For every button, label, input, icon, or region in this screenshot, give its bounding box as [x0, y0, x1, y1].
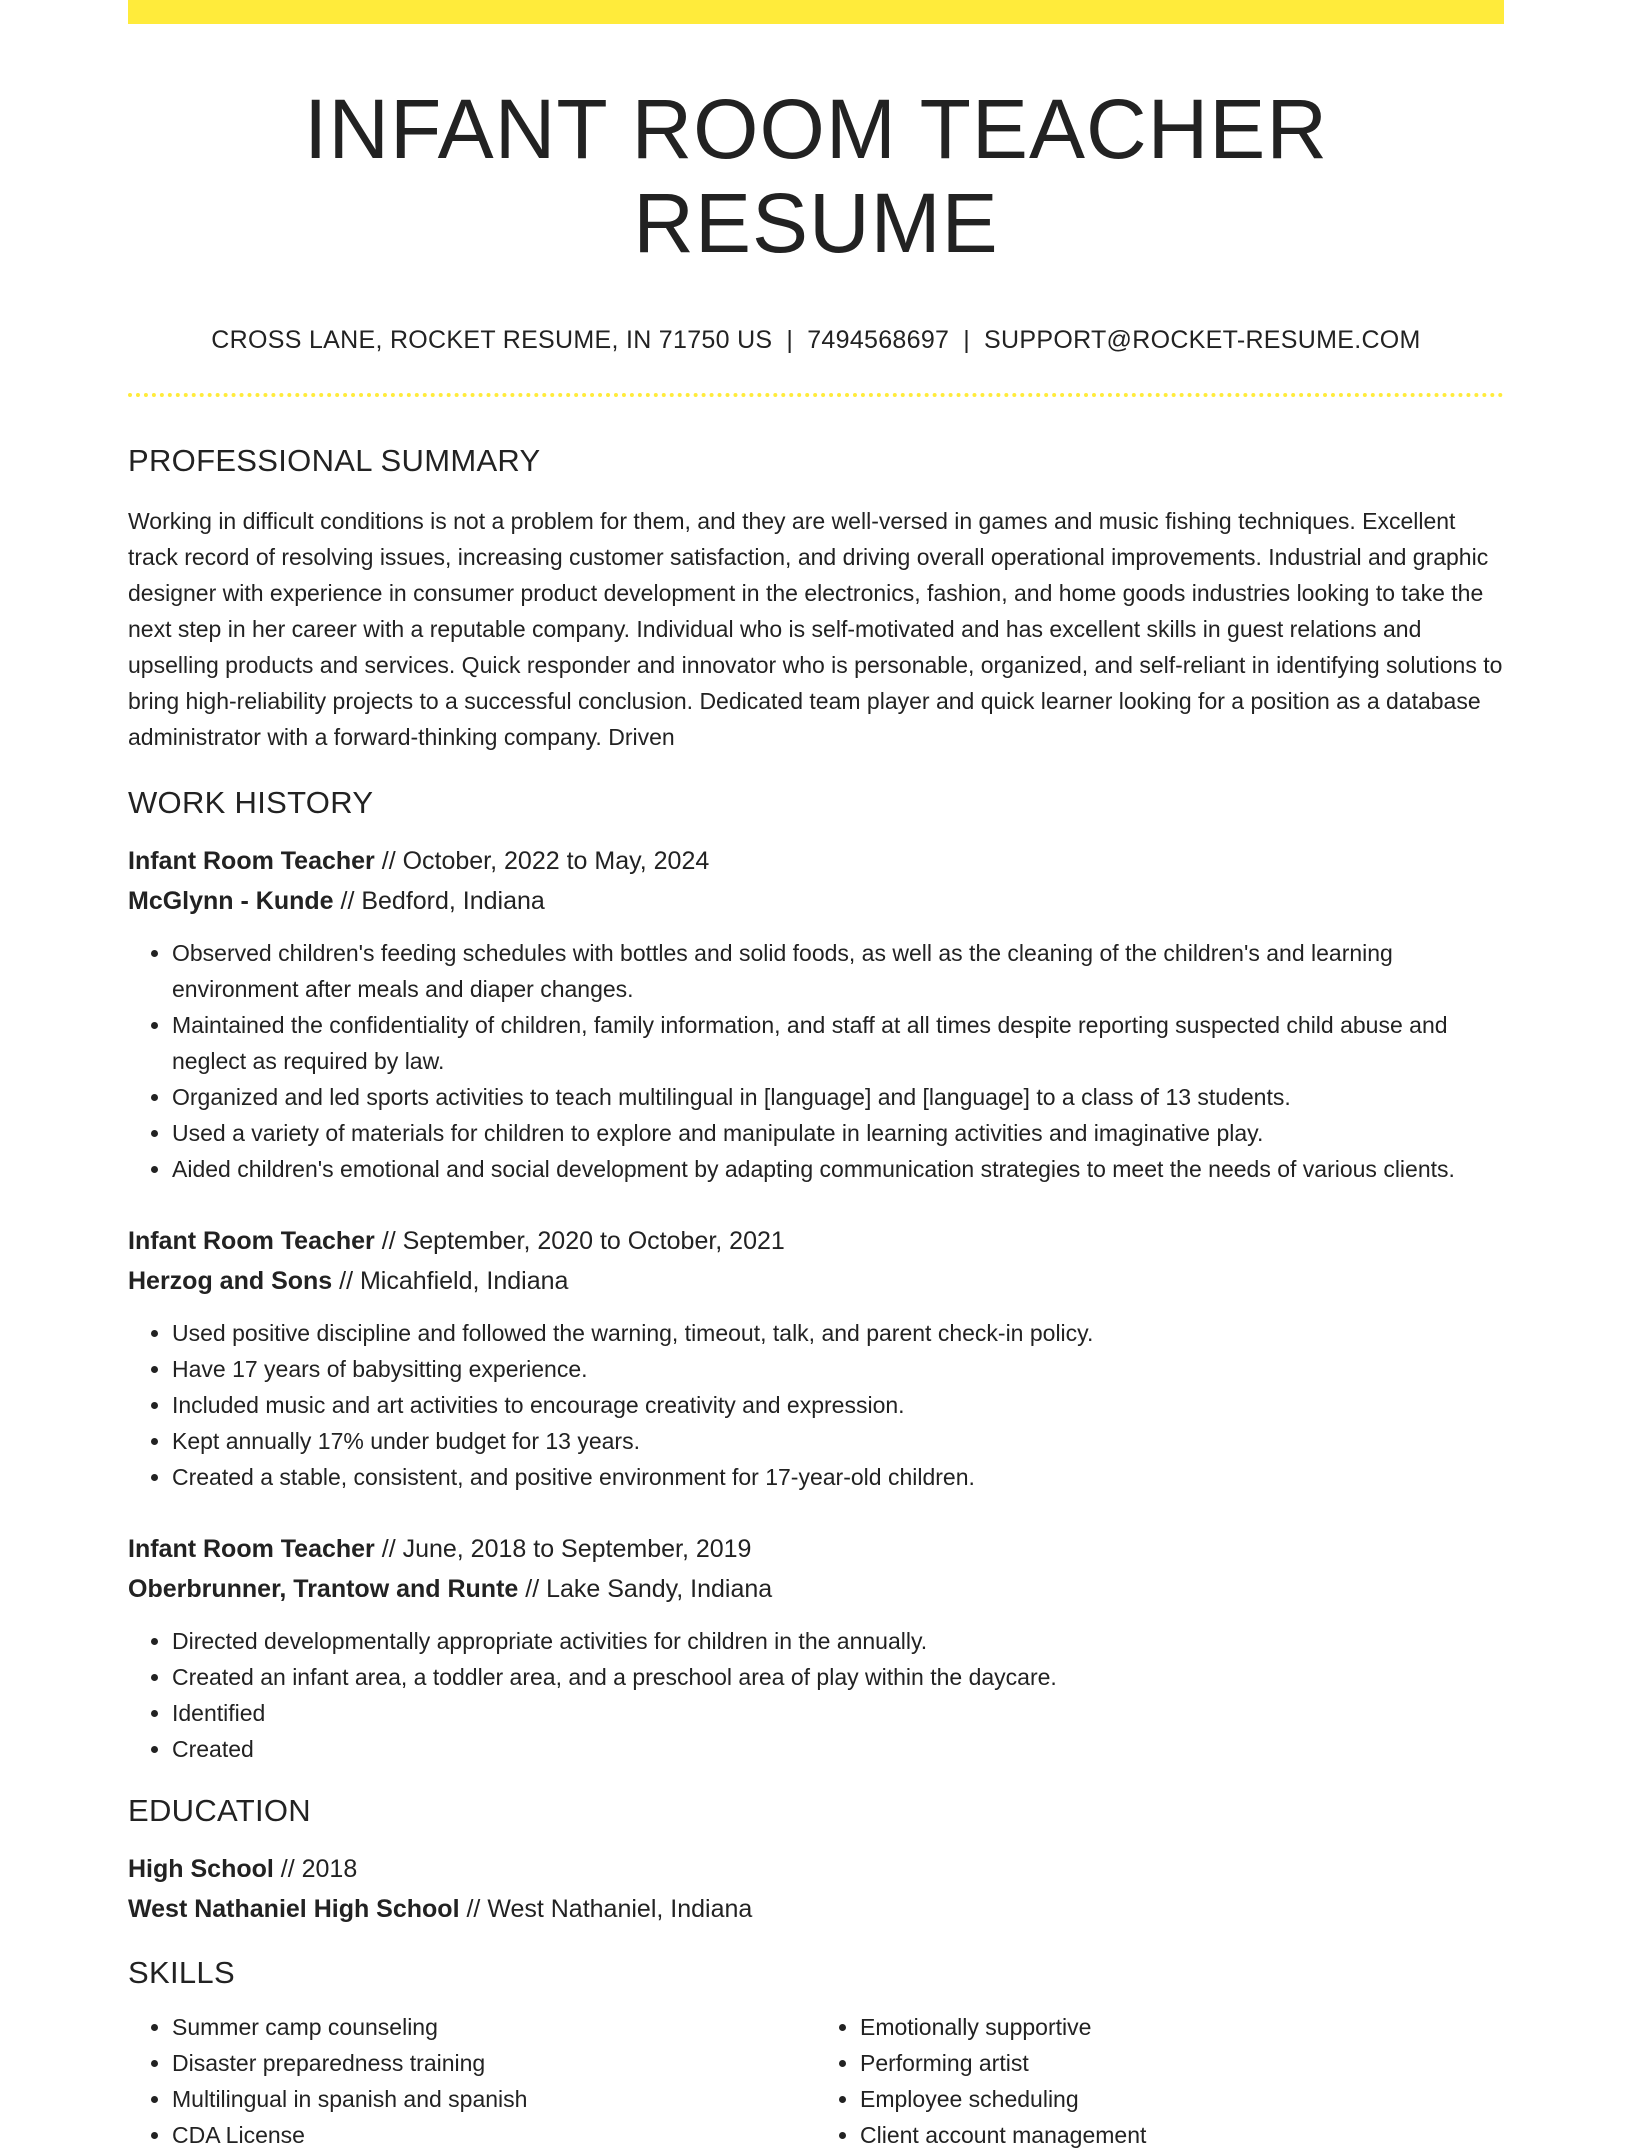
job-entry [128, 841, 1504, 1187]
education-school: West Nathaniel High School [128, 1895, 460, 1924]
job-dates: // October, 2022 to May, 2024 [374, 847, 710, 876]
list-item: • Used a variety of materials for children to explore and manipulate in learning activities and imaginative play. [172, 1115, 1504, 1151]
job-entry [128, 1529, 1504, 1767]
list-item: • Disaster preparedness training [172, 2045, 816, 2081]
education-school-line [128, 1889, 1504, 1929]
contact-email: SUPPORT@ROCKET-RESUME.COM [984, 326, 1421, 355]
list-item: • Created [172, 1731, 1504, 1767]
job-title-line [128, 1221, 1504, 1261]
list-item: • Summer camp counseling [172, 2009, 816, 2045]
list-item: • Client account management [860, 2117, 1504, 2153]
list-item: • Maintained the confidentiality of children, family information, and staff at all times despite reporting suspected child abuse and neglect as required by law. [172, 1007, 1504, 1079]
education-entry [128, 1849, 1504, 1929]
job-title: Infant Room Teacher [128, 847, 375, 876]
list-item: • Included music and art activities to encourage creativity and expression. [172, 1387, 1504, 1423]
list-item: • Directed developmentally appropriate activities for children in the annually. [172, 1623, 1504, 1659]
skills-left-list [128, 2009, 816, 2153]
job-location: // Micahfield, Indiana [332, 1267, 569, 1296]
job-company-line [128, 881, 1504, 921]
contact-line [128, 326, 1504, 355]
job-company: Oberbrunner, Trantow and Runte [128, 1575, 519, 1604]
job-company-line [128, 1569, 1504, 1609]
list-item: • Used positive discipline and followed the warning, timeout, talk, and parent check-in policy. [172, 1315, 1504, 1351]
list-item: • Aided children's emotional and social development by adapting communication strategies to meet the needs of various clients. [172, 1151, 1504, 1187]
skills-heading: SKILLS [128, 1955, 235, 1991]
list-item: • Organized and led sports activities to teach multilingual in [language] and [language] to a class of 13 students. [172, 1079, 1504, 1115]
education-location: // West Nathaniel, Indiana [459, 1895, 753, 1924]
contact-phone: 7494568697 [807, 326, 950, 355]
job-title: Infant Room Teacher [128, 1227, 375, 1256]
job-location: // Lake Sandy, Indiana [518, 1575, 773, 1604]
list-item: • Have 17 years of babysitting experience. [172, 1351, 1504, 1387]
top-accent-bar [128, 0, 1504, 24]
dotted-divider [128, 393, 1504, 397]
summary-heading: PROFESSIONAL SUMMARY [128, 443, 541, 479]
education-heading: EDUCATION [128, 1793, 311, 1829]
list-item: • Employee scheduling [860, 2081, 1504, 2117]
job-location: // Bedford, Indiana [333, 887, 545, 916]
contact-separator: | [963, 326, 971, 355]
job-dates: // September, 2020 to October, 2021 [374, 1227, 785, 1256]
contact-address: CROSS LANE, ROCKET RESUME, IN 71750 US [211, 326, 773, 355]
job-bullets [128, 935, 1504, 1187]
list-item: • Created an infant area, a toddler area, and a preschool area of play within the daycare. [172, 1659, 1504, 1695]
job-title-line [128, 1529, 1504, 1569]
skills-right-list [816, 2009, 1504, 2153]
list-item: • Created a stable, consistent, and positive environment for 17-year-old children. [172, 1459, 1504, 1495]
list-item: • Identified [172, 1695, 1504, 1731]
resume-title: INFANT ROOM TEACHER RESUME [303, 82, 1328, 271]
list-item: • Multilingual in spanish and spanish [172, 2081, 816, 2117]
job-bullets [128, 1315, 1504, 1495]
summary-text: Working in difficult conditions is not a problem for them, and they are well-versed in games and music fishing techniques. Excellent track record of resolving issues, increasing customer satisfaction, and driving overall operational improvements. Industrial and graphic designer with experience in consumer product development in the electronics, fashion, and home goods industries looking to take the next step in her career with a reputable company. Individual who is self-motivated and has excellent skills in guest relations and upselling products and services. Quick responder and innovator who is personable, organized, and self-reliant in identifying solutions to bring high-reliability projects to a successful conclusion. Dedicated team player and quick learner looking for a position as a database administrator with a forward-thinking company. Driven [128, 508, 1503, 751]
job-company: Herzog and Sons [128, 1267, 333, 1296]
job-company: McGlynn - Kunde [128, 887, 334, 916]
work-history-heading: WORK HISTORY [128, 785, 374, 821]
job-dates: // June, 2018 to September, 2019 [374, 1535, 752, 1564]
skills-columns [128, 2009, 1504, 2153]
education-degree: High School [128, 1855, 274, 1884]
resume-page [128, 0, 1504, 2153]
education-year: // 2018 [273, 1855, 358, 1884]
job-bullets [128, 1623, 1504, 1767]
list-item: • Kept annually 17% under budget for 13 years. [172, 1423, 1504, 1459]
list-item: • CDA License [172, 2117, 816, 2153]
contact-separator: | [786, 326, 794, 355]
list-item: • Observed children's feeding schedules with bottles and solid foods, as well as the cleaning of the children's and learning environment after meals and diaper changes. [172, 935, 1504, 1007]
job-company-line [128, 1261, 1504, 1301]
education-degree-line [128, 1849, 1504, 1889]
job-entry [128, 1221, 1504, 1495]
job-title: Infant Room Teacher [128, 1535, 375, 1564]
job-title-line [128, 841, 1504, 881]
list-item: • Emotionally supportive [860, 2009, 1504, 2045]
list-item: • Performing artist [860, 2045, 1504, 2081]
